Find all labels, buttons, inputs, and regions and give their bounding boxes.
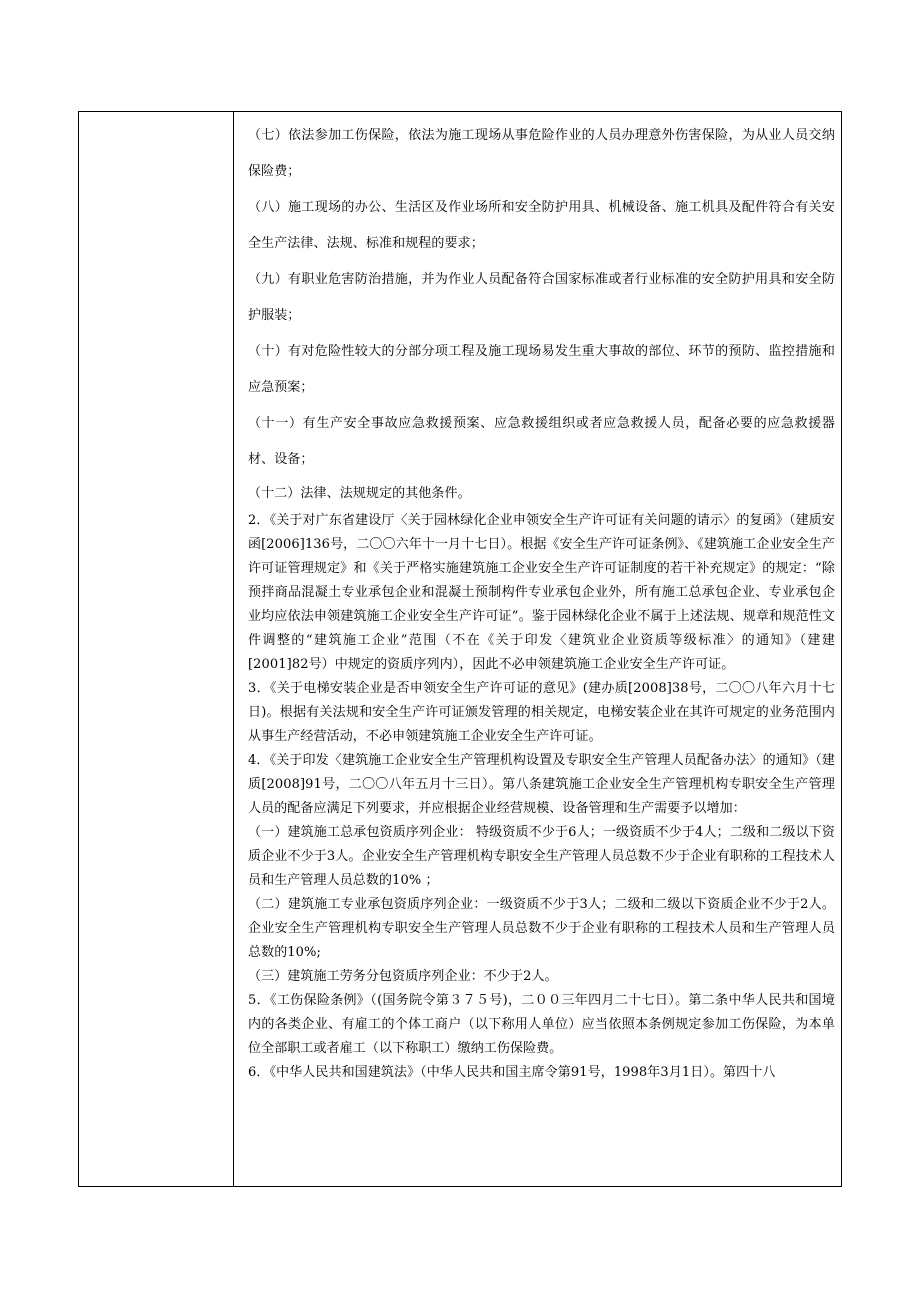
clause-item: （十）有对危险性较大的分部分项工程及施工现场易发生重大事故的部位、环节的预防、监控措施和应急预案； [248,344,835,395]
clause-item: （十二）法律、法规规定的其他条件。 [248,486,471,501]
table-content-cell [234,112,841,1186]
table-left-cell [79,112,234,1186]
clause-item: （七）依法参加工伤保险，依法为施工现场从事危险作业的人员办理意外伤害保险，为从业人员交纳保险费； [248,128,835,179]
reference-paragraph: （二）建筑施工专业承包资质序列企业：一级资质不少于3人；二级和二级以下资质企业不少于2人。企业安全生产管理机构专职安全生产管理人员总数不少于企业有职称的工程技术人员和生产管理人员总数的10%; [248,897,835,960]
reference-paragraph: （三）建筑施工劳务分包资质序列企业：不少于2人。 [248,969,558,984]
clause-item: （九）有职业危害防治措施，并为作业人员配备符合国家标准或者行业标准的安全防护用具和安全防护服装； [248,272,835,323]
reference-paragraph: （一）建筑施工总承包资质序列企业： 特级资质不少于6人；一级资质不少于4人；二级和二级以下资质企业不少于3人。企业安全生产管理机构专职安全生产管理人员总数不少于企业有职称的工程技术人员和生产管理人员总数的10% ； [248,825,835,888]
reference-paragraph: 3．《关于电梯安装企业是否申领安全生产许可证的意见》(建办质[2008]38号，二〇〇八年六月十七日)。根据有关法规和安全生产许可证颁发管理的相关规定，电梯安装企业在其许可规定的业务范围内从事生产经营活动，不必申领建筑施工企业安全生产许可证。 [248,681,835,744]
clause-item: （十一）有生产安全事故应急救援预案、应急救援组织或者应急救援人员，配备必要的应急救援器材、设备； [248,416,835,467]
clause-item: （八）施工现场的办公、生活区及作业场所和安全防护用具、机械设备、施工机具及配件符合有关安全生产法律、法规、标准和规程的要求； [248,200,835,251]
document-table [78,111,842,1187]
reference-paragraph: 6．《中华人民共和国建筑法》（中华人民共和国主席令第91号，1998年3月1日）。第四十八 [248,1065,776,1080]
reference-paragraph: 5．《工伤保险条例》（(国务院令第３７５号)，二００三年四月二十七日）。第二条中华人民共和国境内的各类企业、有雇工的个体工商户（以下称用人单位）应当依照本条例规定参加工伤保险，为本单位全部职工或者雇工（以下称职工）缴纳工伤保险费。 [248,993,835,1056]
reference-paragraph: 2．《关于对广东省建设厅〈关于园林绿化企业申领安全生产许可证有关问题的请示〉的复函》（建质安函[2006]136号，二〇〇六年十一月十七日）。根据《安全生产许可证条例》、《建筑施工企业安全生产许可证管理规定》和《关于严格实施建筑施工企业安全生产许可证制度的若干补充规定》的规定：“除预拌商品混凝土专业承包企业和混凝土预制构件专业承包企业外，所有施工总承包企业、专业承包企业均应依法申领建筑施工企业安全生产许可证”。鉴于园林绿化企业不属于上述法规、规章和规范性文件调整的“建筑施工企业”范围（不在《关于印发〈建筑业企业资质等级标准〉的通知》（建建[2001]82号）中规定的资质序列内），因此不必申领建筑施工企业安全生产许可证。 [248,513,835,672]
reference-paragraph: 4．《关于印发〈建筑施工企业安全生产管理机构设置及专职安全生产管理人员配备办法〉的通知》（建质[2008]91号，二〇〇八年五月十三日）。第八条建筑施工企业安全生产管理机构专职安全生产管理人员的配备应满足下列要求，并应根据企业经营规模、设备管理和生产需要予以增加： [248,753,835,816]
